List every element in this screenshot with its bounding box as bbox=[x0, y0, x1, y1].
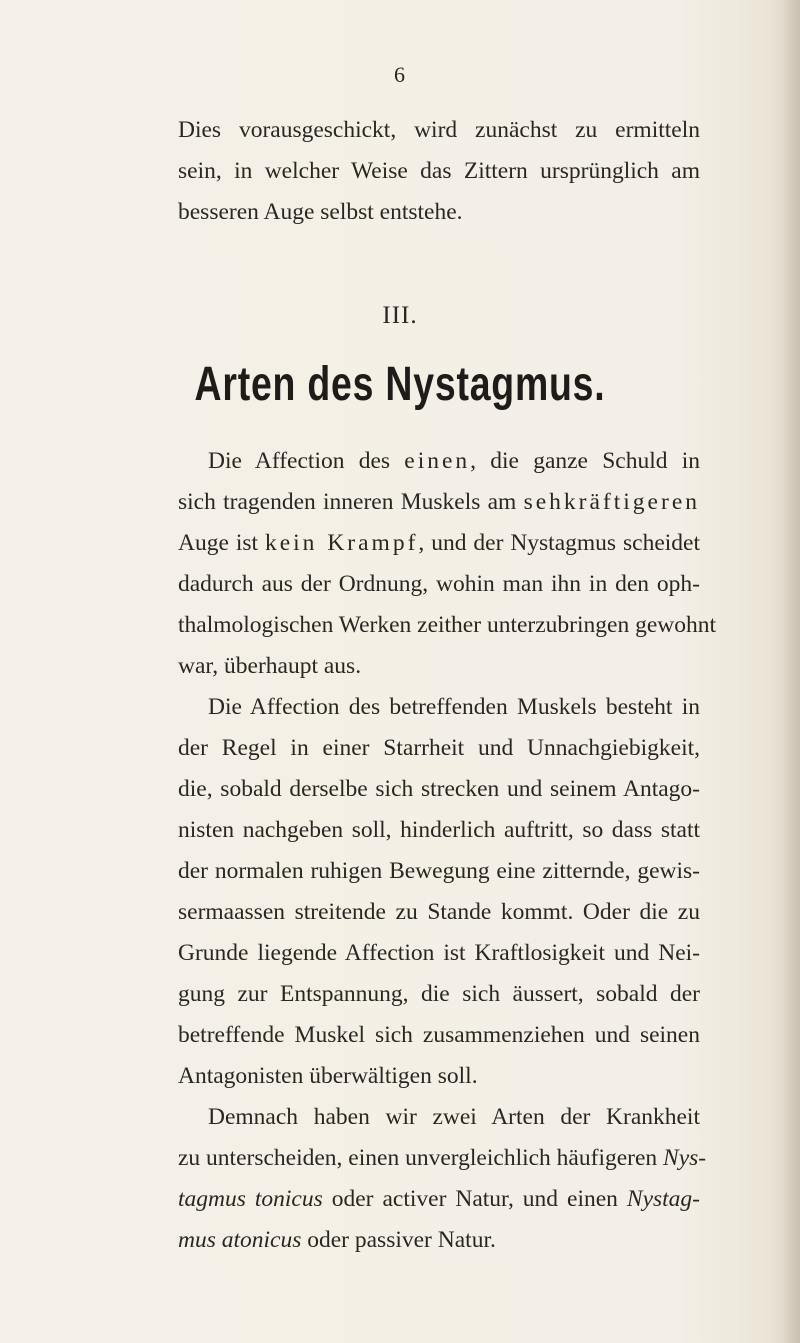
text-line bbox=[178, 1220, 700, 1261]
text-line: der normalen ruhigen Bewegung eine zitternde, gewis- bbox=[178, 858, 700, 884]
text-run: Die Affection des bbox=[208, 448, 405, 474]
section-body bbox=[178, 441, 716, 1261]
text-run: , die ganze Schuld in bbox=[470, 448, 701, 474]
text-run: oder passiver Natur. bbox=[301, 1227, 496, 1253]
text-line: Antagonisten überwältigen soll. bbox=[178, 1063, 478, 1089]
text-line bbox=[178, 441, 700, 482]
text-run: , und der Nystagmus scheidet bbox=[418, 530, 700, 556]
text-line bbox=[178, 1179, 700, 1220]
text-line: betreffende Muskel sich zusammenziehen und seinen bbox=[178, 1022, 700, 1048]
text-line: sermaassen streitende zu Stande kommt. Oder die zu bbox=[178, 899, 700, 925]
text-line: Grunde liegende Affection ist Kraftlosigkeit und Nei- bbox=[178, 940, 700, 966]
paragraph-intro bbox=[178, 110, 700, 233]
text-line: thalmologischen Werken zeither unterzubringen gewohnt bbox=[178, 612, 716, 638]
text-run: oder activer Natur, und einen bbox=[322, 1186, 627, 1212]
emphasis-italic: tagmus tonicus bbox=[178, 1186, 323, 1212]
text-line bbox=[178, 482, 700, 523]
text-run: Auge ist bbox=[178, 530, 265, 556]
text-run: sich tragenden inneren Muskels am bbox=[178, 489, 524, 515]
section-number: III. bbox=[382, 302, 418, 329]
text-line: gung zur Entspannung, die sich äussert, sobald der bbox=[178, 981, 700, 1007]
text-line: die, sobald derselbe sich strecken und seinem Antago- bbox=[178, 776, 700, 802]
page-number: 6 bbox=[394, 62, 406, 87]
text-line: sein, in welcher Weise das Zittern ursprünglich am bbox=[178, 158, 700, 184]
text-line: Dies vorausgeschickt, wird zunächst zu ermitteln bbox=[178, 117, 700, 143]
text-line: dadurch aus der Ordnung, wohin man ihn in den oph- bbox=[178, 571, 700, 597]
emphasis-italic: mus atonicus bbox=[178, 1227, 302, 1253]
section-title: Arten des Nystagmus. bbox=[194, 358, 606, 411]
emphasis-spaced: sehkräftigeren bbox=[523, 489, 700, 515]
emphasis-italic: Nys- bbox=[663, 1145, 707, 1171]
emphasis-italic: Nystag- bbox=[626, 1186, 701, 1212]
text-line bbox=[178, 1138, 707, 1179]
text-line: nisten nachgeben soll, hinderlich auftritt, so dass statt bbox=[178, 817, 700, 843]
text-line: der Regel in einer Starrheit und Unnachgiebigkeit, bbox=[178, 735, 700, 761]
text-line: besseren Auge selbst entstehe. bbox=[178, 199, 463, 225]
emphasis-spaced: einen bbox=[404, 448, 471, 474]
page-edge-shadow bbox=[782, 0, 800, 1343]
text-line: Demnach haben wir zwei Arten der Krankheit bbox=[208, 1104, 700, 1130]
emphasis-spaced: kein Krampf bbox=[264, 530, 419, 556]
text-run: zu unterscheiden, einen unvergleichlich häufigeren bbox=[178, 1145, 658, 1171]
text-line bbox=[178, 523, 700, 564]
text-line: Die Affection des betreffenden Muskels besteht in bbox=[208, 694, 700, 720]
text-line: war, überhaupt aus. bbox=[178, 653, 362, 679]
